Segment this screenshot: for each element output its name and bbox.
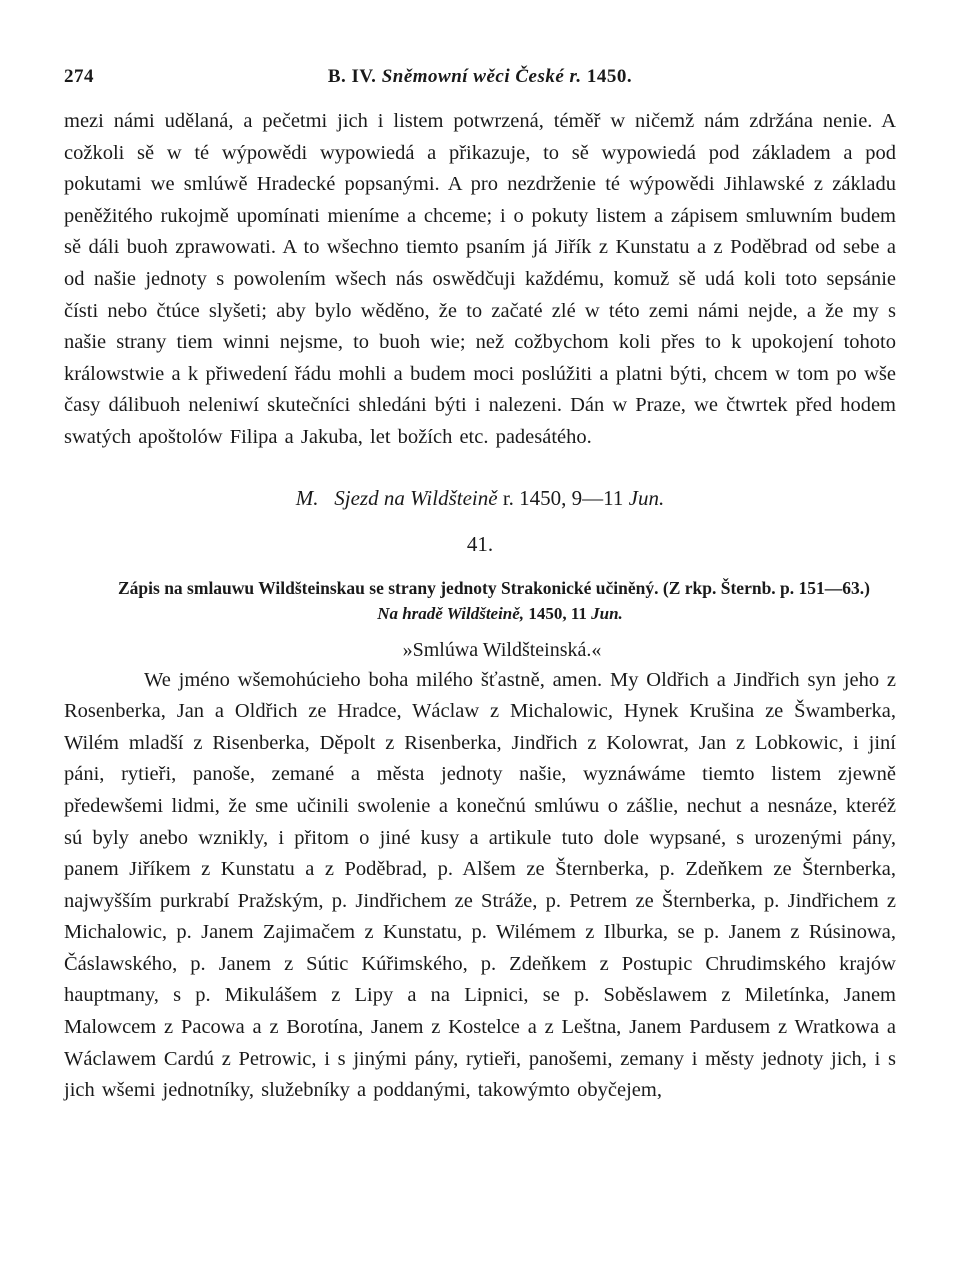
section-title-italic: Sjezd na Wildšteině xyxy=(334,485,498,510)
section-title xyxy=(64,484,896,512)
document-place-date xyxy=(64,601,896,627)
running-title xyxy=(64,66,896,88)
document-summary: Zápis na smlauwu Wildšteinskau se strany jednoty Strakonické učiněný. (Z rkp. Šternb. p. 151—63.) xyxy=(118,577,870,598)
book-page xyxy=(64,60,896,1107)
section-letter: M. xyxy=(295,485,319,510)
body-text xyxy=(64,106,896,454)
document-place-month: Jun. xyxy=(591,603,623,623)
document-place-year: 1450, 11 xyxy=(528,603,587,623)
charter-text: We jméno wšemohúcieho boha milého šťastně, amen. My Oldřich a Jindřich syn jeho z Rosenberka, Jan a Oldřich ze Hradce, Wáclaw z Michalowic, Hynek Krušina ze Šwamberka, Wilém mladší z Risenberka, Děpolt z Risenberka, Jindřich z Kolowrat, Jan z Lobkowic, i jiní páni, rytieři, panoše, zemané a města jednoty našie, wyznáwáme tiemto listem zjewně předewšemi lidmi, že sme učinili swolenie a konečnú smlúwu o zášlie, nechut a nesnáze, kteréž sú byly anebo wznikly, i přitom o jiné kusy a artikule tuto dole wypsané, s urozenými pány, panem Jiříkem z Kunstatu a z Poděbrad, p. Alšem ze Šternberka, p. Zdeňkem ze Šternberka, najwyšším purkrabí Pražským, p. Jindřichem ze Stráže, p. Petrem ze Šternberka, p. Jindřichem z Michalowic, p. Janem Zajimačem z Kunstatu, p. Wilémem z Ilburka, se p. Janem z Rúsinowa, Čáslawského, p. Janem z Sútic Kúřimského, p. Zdeňkem z Postupic Chrudimského krajów hauptmany, s p. Mikulášem z Lipy a na Lipnici, se p. Soběslawem z Miletínka, Janem Malowcem z Pacowa a z Borotína, Janem z Kostelce a z Leštna, Janem Pardusem z Wratkowa a Wáclawem Cardú z Petrowic, i s jinými pány, rytieři, panošemi, zemany i městy jednoty jich, i s jich wšemi jednotníky, služebníky a poddanými, takowýmto obyčejem, xyxy=(64,668,896,1102)
running-title-year: 1450. xyxy=(586,66,633,87)
document-heading: »Smlúwa Wildšteinská.« xyxy=(402,638,602,661)
section-title-rest: r. 1450, 9—11 xyxy=(502,485,624,510)
running-title-prefix: B. IV. xyxy=(327,66,377,87)
running-title-italic: Sněmowní wěci České r. xyxy=(381,66,582,87)
document-number: 41. xyxy=(466,531,494,556)
page-number: 274 xyxy=(64,66,94,87)
section-title-month: Jun. xyxy=(628,485,665,510)
body-paragraph: mezi námi udělaná, a pečetmi jich i listem potwrzená, téměř w ničemž nám zdržána nenie. A cožkoli sě w té wýpowědi wypowiedá a přikazuje, to sě wypowiedá pod základem a pod pokutami we smlúwě Hradecké popsanými. A pro nezdrženie té wýpowědi Jihlawské z základu peněžitého rukojmě upomínati mieníme a chceme; i o pokuty listem a zápisem smluwním budem sě dáli buoh zprawowati. A to wšechno tiemto psaním já Jiřík z Kunstatu a z Poděbrad od sebe a od našie jednoty s powolením wšech nás oswědčuji každému, komuž sě udá koli toto sepsánie čísti nebo čtúce slyšeti; aby bylo wěděno, že to začaté zlé w této zemi námi nejde, a že my s našie strany tiem winni nejsme, to buoh wie; než cožbychom koli přes to k upokojení tohoto králowstwie a k přiwedení řádu mohli a budem moci poslúžiti a platni býti, chcem w tom po wše časy dálibuoh neleniwí skutečníci shledáni býti i nalezeni. Dán w Praze, we čtwrtek před hodem swatých apoštolów Filipa a Jakuba, let božích etc. padesátého. xyxy=(64,110,896,448)
document-place: Na hradě Wildšteině, xyxy=(377,603,525,623)
running-header xyxy=(64,60,896,94)
